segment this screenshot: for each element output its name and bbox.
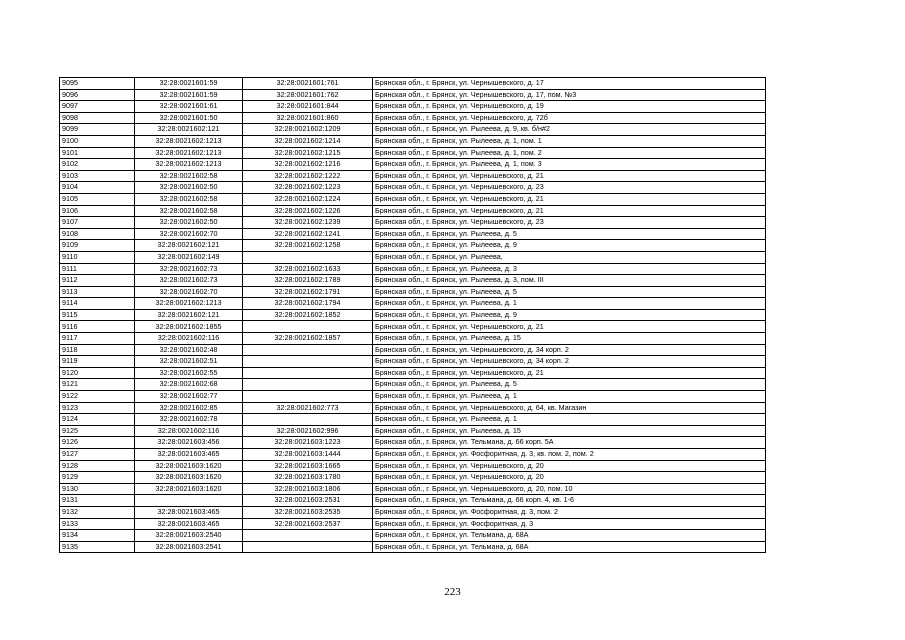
table-row (60, 240, 766, 252)
row-number-cell: 9095 (60, 78, 135, 90)
table-row (60, 170, 766, 182)
row-number-cell: 9122 (60, 391, 135, 403)
address-cell: Брянская обл., г. Брянск, ул. Чернышевского, д. 23 (373, 217, 766, 229)
table-row (60, 124, 766, 136)
parcel-cadastral-number-cell: 32:28:0021602:1213 (135, 298, 243, 310)
address-cell: Брянская обл., г. Брянск, ул. Рылеева, д. 1, пом. 1 (373, 135, 766, 147)
object-cadastral-number-cell: 32:28:0021603:2537 (243, 518, 373, 530)
parcel-cadastral-number-cell: 32:28:0021602:149 (135, 251, 243, 263)
table-row (60, 228, 766, 240)
table-row (60, 437, 766, 449)
parcel-cadastral-number-cell: 32:28:0021602:116 (135, 425, 243, 437)
object-cadastral-number-cell: 32:28:0021601:761 (243, 78, 373, 90)
table-row (60, 460, 766, 472)
parcel-cadastral-number-cell: 32:28:0021601:61 (135, 101, 243, 113)
address-cell: Брянская обл., г. Брянск, ул. Рылеева, д. 1, пом. 2 (373, 147, 766, 159)
address-cell: Брянская обл., г. Брянск, ул. Чернышевского, д. 34 корп. 2 (373, 344, 766, 356)
parcel-cadastral-number-cell: 32:28:0021602:85 (135, 402, 243, 414)
parcel-cadastral-number-cell: 32:28:0021603:465 (135, 506, 243, 518)
address-cell: Брянская обл., г. Брянск, ул. Фосфоритная, д. 3 (373, 518, 766, 530)
row-number-cell: 9134 (60, 530, 135, 542)
address-cell: Брянская обл., г. Брянск, ул. Чернышевского, д. 21 (373, 321, 766, 333)
object-cadastral-number-cell (243, 379, 373, 391)
row-number-cell: 9113 (60, 286, 135, 298)
object-cadastral-number-cell: 32:28:0021602:1239 (243, 217, 373, 229)
address-cell: Брянская обл., г. Брянск, ул. Тельмана, д. 68А (373, 530, 766, 542)
object-cadastral-number-cell: 32:28:0021603:2535 (243, 506, 373, 518)
table-row (60, 530, 766, 542)
address-cell: Брянская обл., г. Брянск, ул. Фосфоритная, д. 3, пом. 2 (373, 506, 766, 518)
address-cell: Брянская обл., г. Брянск, ул. Чернышевского, д. 23 (373, 182, 766, 194)
table-row (60, 321, 766, 333)
object-cadastral-number-cell: 32:28:0021603:1665 (243, 460, 373, 472)
parcel-cadastral-number-cell: 32:28:0021602:1213 (135, 147, 243, 159)
object-cadastral-number-cell: 32:28:0021602:1224 (243, 193, 373, 205)
object-cadastral-number-cell: 32:28:0021601:860 (243, 112, 373, 124)
table-row (60, 263, 766, 275)
row-number-cell: 9119 (60, 356, 135, 368)
parcel-cadastral-number-cell: 32:28:0021602:1213 (135, 135, 243, 147)
object-cadastral-number-cell (243, 541, 373, 553)
address-cell: Брянская обл., г. Брянск, ул. Чернышевского, д. 21 (373, 170, 766, 182)
object-cadastral-number-cell: 32:28:0021602:1633 (243, 263, 373, 275)
table-row (60, 402, 766, 414)
address-cell: Брянская обл., г. Брянск, ул. Тельмана, д. 68А (373, 541, 766, 553)
row-number-cell: 9109 (60, 240, 135, 252)
parcel-cadastral-number-cell: 32:28:0021603:465 (135, 518, 243, 530)
object-cadastral-number-cell: 32:28:0021602:1241 (243, 228, 373, 240)
parcel-cadastral-number-cell: 32:28:0021602:58 (135, 170, 243, 182)
row-number-cell: 9114 (60, 298, 135, 310)
object-cadastral-number-cell: 32:28:0021602:1216 (243, 159, 373, 171)
row-number-cell: 9107 (60, 217, 135, 229)
parcel-cadastral-number-cell: 32:28:0021602:1213 (135, 159, 243, 171)
address-cell: Брянская обл., г. Брянск, ул. Рылеева, д. 9 (373, 309, 766, 321)
row-number-cell: 9135 (60, 541, 135, 553)
row-number-cell: 9117 (60, 333, 135, 345)
object-cadastral-number-cell (243, 530, 373, 542)
table-row (60, 344, 766, 356)
object-cadastral-number-cell: 32:28:0021603:1444 (243, 449, 373, 461)
object-cadastral-number-cell: 32:28:0021602:1223 (243, 182, 373, 194)
cadastral-table (59, 77, 766, 553)
address-cell: Брянская обл., г. Брянск, ул. Рылеева, д. 5 (373, 379, 766, 391)
object-cadastral-number-cell: 32:28:0021602:1794 (243, 298, 373, 310)
parcel-cadastral-number-cell: 32:28:0021602:58 (135, 193, 243, 205)
address-cell: Брянская обл., г. Брянск, ул. Тельмана, д. 66 корп. 4, кв. 1-6 (373, 495, 766, 507)
table-row (60, 251, 766, 263)
object-cadastral-number-cell (243, 251, 373, 263)
object-cadastral-number-cell: 32:28:0021602:1852 (243, 309, 373, 321)
parcel-cadastral-number-cell: 32:28:0021602:121 (135, 240, 243, 252)
page-number: 223 (444, 586, 461, 598)
table-row (60, 193, 766, 205)
table-row (60, 356, 766, 368)
parcel-cadastral-number-cell: 32:28:0021602:50 (135, 182, 243, 194)
row-number-cell: 9132 (60, 506, 135, 518)
object-cadastral-number-cell (243, 367, 373, 379)
row-number-cell: 9116 (60, 321, 135, 333)
table-row (60, 483, 766, 495)
parcel-cadastral-number-cell: 32:28:0021601:59 (135, 78, 243, 90)
table-row (60, 367, 766, 379)
object-cadastral-number-cell: 32:28:0021602:1222 (243, 170, 373, 182)
table-row (60, 391, 766, 403)
parcel-cadastral-number-cell: 32:28:0021602:78 (135, 414, 243, 426)
address-cell: Брянская обл., г. Брянск, ул. Чернышевского, д. 19 (373, 101, 766, 113)
address-cell: Брянская обл., г. Брянск, ул. Чернышевского, д. 21 (373, 367, 766, 379)
table-row (60, 112, 766, 124)
parcel-cadastral-number-cell: 32:28:0021602:1855 (135, 321, 243, 333)
parcel-cadastral-number-cell: 32:28:0021601:59 (135, 89, 243, 101)
object-cadastral-number-cell: 32:28:0021601:844 (243, 101, 373, 113)
parcel-cadastral-number-cell: 32:28:0021602:116 (135, 333, 243, 345)
address-cell: Брянская обл., г. Брянск, ул. Рылеева, д. 5 (373, 228, 766, 240)
address-cell: Брянская обл., г. Брянск, ул. Рылеева, д. 15 (373, 425, 766, 437)
address-cell: Брянская обл., г. Брянск, ул. Тельмана, д. 66 корп. 5А (373, 437, 766, 449)
object-cadastral-number-cell: 32:28:0021603:2531 (243, 495, 373, 507)
object-cadastral-number-cell (243, 344, 373, 356)
row-number-cell: 9133 (60, 518, 135, 530)
object-cadastral-number-cell: 32:28:0021602:1791 (243, 286, 373, 298)
address-cell: Брянская обл., г. Брянск, ул. Чернышевского, д. 20 (373, 472, 766, 484)
object-cadastral-number-cell: 32:28:0021602:1789 (243, 275, 373, 287)
row-number-cell: 9115 (60, 309, 135, 321)
object-cadastral-number-cell (243, 414, 373, 426)
address-cell: Брянская обл., г. Брянск, ул. Чернышевского, д. 64, кв. Магазин (373, 402, 766, 414)
table-row (60, 298, 766, 310)
table-row (60, 472, 766, 484)
row-number-cell: 9128 (60, 460, 135, 472)
parcel-cadastral-number-cell: 32:28:0021602:121 (135, 309, 243, 321)
table-row (60, 159, 766, 171)
parcel-cadastral-number-cell: 32:28:0021602:73 (135, 263, 243, 275)
parcel-cadastral-number-cell: 32:28:0021603:1620 (135, 472, 243, 484)
row-number-cell: 9096 (60, 89, 135, 101)
parcel-cadastral-number-cell: 32:28:0021602:70 (135, 228, 243, 240)
row-number-cell: 9129 (60, 472, 135, 484)
object-cadastral-number-cell: 32:28:0021602:773 (243, 402, 373, 414)
parcel-cadastral-number-cell: 32:28:0021602:58 (135, 205, 243, 217)
parcel-cadastral-number-cell: 32:28:0021603:465 (135, 449, 243, 461)
table-row (60, 89, 766, 101)
parcel-cadastral-number-cell: 32:28:0021602:68 (135, 379, 243, 391)
object-cadastral-number-cell: 32:28:0021602:1209 (243, 124, 373, 136)
address-cell: Брянская обл., г. Брянск, ул. Рылеева, д. 3, пом. III (373, 275, 766, 287)
table-row (60, 309, 766, 321)
table-row (60, 135, 766, 147)
table-row (60, 205, 766, 217)
row-number-cell: 9106 (60, 205, 135, 217)
table-row (60, 414, 766, 426)
parcel-cadastral-number-cell: 32:28:0021602:121 (135, 124, 243, 136)
row-number-cell: 9104 (60, 182, 135, 194)
parcel-cadastral-number-cell: 32:28:0021602:73 (135, 275, 243, 287)
row-number-cell: 9130 (60, 483, 135, 495)
row-number-cell: 9124 (60, 414, 135, 426)
address-cell: Брянская обл., г. Брянск, ул. Чернышевского, д. 21 (373, 193, 766, 205)
row-number-cell: 9111 (60, 263, 135, 275)
row-number-cell: 9118 (60, 344, 135, 356)
row-number-cell: 9112 (60, 275, 135, 287)
table-row (60, 182, 766, 194)
row-number-cell: 9123 (60, 402, 135, 414)
row-number-cell: 9126 (60, 437, 135, 449)
parcel-cadastral-number-cell: 32:28:0021602:51 (135, 356, 243, 368)
address-cell: Брянская обл., г. Брянск, ул. Чернышевского, д. 20, пом. 10 (373, 483, 766, 495)
parcel-cadastral-number-cell: 32:28:0021603:1620 (135, 483, 243, 495)
row-number-cell: 9108 (60, 228, 135, 240)
address-cell: Брянская обл., г. Брянск, ул. Фосфоритная, д. 3, кв. пом. 2, пом. 2 (373, 449, 766, 461)
row-number-cell: 9127 (60, 449, 135, 461)
parcel-cadastral-number-cell: 32:28:0021602:48 (135, 344, 243, 356)
table-body (60, 78, 766, 553)
address-cell: Брянская обл., г. Брянск, ул. Рылеева, (373, 251, 766, 263)
parcel-cadastral-number-cell (135, 495, 243, 507)
address-cell: Брянская обл., г. Брянск, ул. Чернышевского, д. 21 (373, 205, 766, 217)
row-number-cell: 9120 (60, 367, 135, 379)
address-cell: Брянская обл., г. Брянск, ул. Чернышевского, д. 72б (373, 112, 766, 124)
object-cadastral-number-cell (243, 356, 373, 368)
row-number-cell: 9102 (60, 159, 135, 171)
parcel-cadastral-number-cell: 32:28:0021601:50 (135, 112, 243, 124)
object-cadastral-number-cell: 32:28:0021601:762 (243, 89, 373, 101)
row-number-cell: 9125 (60, 425, 135, 437)
table-row (60, 518, 766, 530)
table-row (60, 147, 766, 159)
address-cell: Брянская обл., г. Брянск, ул. Рылеева, д. 1, пом. 3 (373, 159, 766, 171)
object-cadastral-number-cell (243, 321, 373, 333)
table-row (60, 333, 766, 345)
object-cadastral-number-cell: 32:28:0021602:996 (243, 425, 373, 437)
table-row (60, 495, 766, 507)
row-number-cell: 9105 (60, 193, 135, 205)
parcel-cadastral-number-cell: 32:28:0021602:50 (135, 217, 243, 229)
object-cadastral-number-cell: 32:28:0021602:1226 (243, 205, 373, 217)
object-cadastral-number-cell: 32:28:0021603:1806 (243, 483, 373, 495)
row-number-cell: 9131 (60, 495, 135, 507)
address-cell: Брянская обл., г. Брянск, ул. Рылеева, д. 1 (373, 414, 766, 426)
address-cell: Брянская обл., г. Брянск, ул. Рылеева, д. 5 (373, 286, 766, 298)
parcel-cadastral-number-cell: 32:28:0021603:456 (135, 437, 243, 449)
table-row (60, 506, 766, 518)
row-number-cell: 9097 (60, 101, 135, 113)
parcel-cadastral-number-cell: 32:28:0021602:77 (135, 391, 243, 403)
table-row (60, 101, 766, 113)
parcel-cadastral-number-cell: 32:28:0021602:55 (135, 367, 243, 379)
parcel-cadastral-number-cell: 32:28:0021602:70 (135, 286, 243, 298)
object-cadastral-number-cell: 32:28:0021602:1215 (243, 147, 373, 159)
parcel-cadastral-number-cell: 32:28:0021603:1620 (135, 460, 243, 472)
table-row (60, 541, 766, 553)
row-number-cell: 9098 (60, 112, 135, 124)
address-cell: Брянская обл., г. Брянск, ул. Рылеева, д. 9 (373, 240, 766, 252)
address-cell: Брянская обл., г. Брянск, ул. Рылеева, д. 15 (373, 333, 766, 345)
table-row (60, 425, 766, 437)
object-cadastral-number-cell: 32:28:0021603:1223 (243, 437, 373, 449)
address-cell: Брянская обл., г. Брянск, ул. Рылеева, д. 1 (373, 298, 766, 310)
row-number-cell: 9103 (60, 170, 135, 182)
object-cadastral-number-cell: 32:28:0021602:1857 (243, 333, 373, 345)
object-cadastral-number-cell: 32:28:0021602:1258 (243, 240, 373, 252)
table-row (60, 275, 766, 287)
address-cell: Брянская обл., г. Брянск, ул. Рылеева, д. 1 (373, 391, 766, 403)
address-cell: Брянская обл., г. Брянск, ул. Чернышевского, д. 17 (373, 78, 766, 90)
object-cadastral-number-cell (243, 391, 373, 403)
address-cell: Брянская обл., г. Брянск, ул. Рылеева, д. 3 (373, 263, 766, 275)
object-cadastral-number-cell: 32:28:0021602:1214 (243, 135, 373, 147)
row-number-cell: 9121 (60, 379, 135, 391)
object-cadastral-number-cell: 32:28:0021603:1780 (243, 472, 373, 484)
address-cell: Брянская обл., г. Брянск, ул. Чернышевского, д. 17, пом. №3 (373, 89, 766, 101)
table-row (60, 217, 766, 229)
table-row (60, 78, 766, 90)
table-row (60, 379, 766, 391)
parcel-cadastral-number-cell: 32:28:0021603:2541 (135, 541, 243, 553)
table-row (60, 449, 766, 461)
address-cell: Брянская обл., г. Брянск, ул. Рылеева, д. 9, кв. б/н#2 (373, 124, 766, 136)
address-cell: Брянская обл., г. Брянск, ул. Чернышевского, д. 20 (373, 460, 766, 472)
row-number-cell: 9100 (60, 135, 135, 147)
table-row (60, 286, 766, 298)
parcel-cadastral-number-cell: 32:28:0021603:2540 (135, 530, 243, 542)
row-number-cell: 9101 (60, 147, 135, 159)
row-number-cell: 9110 (60, 251, 135, 263)
address-cell: Брянская обл., г. Брянск, ул. Чернышевского, д. 34 корп. 2 (373, 356, 766, 368)
row-number-cell: 9099 (60, 124, 135, 136)
